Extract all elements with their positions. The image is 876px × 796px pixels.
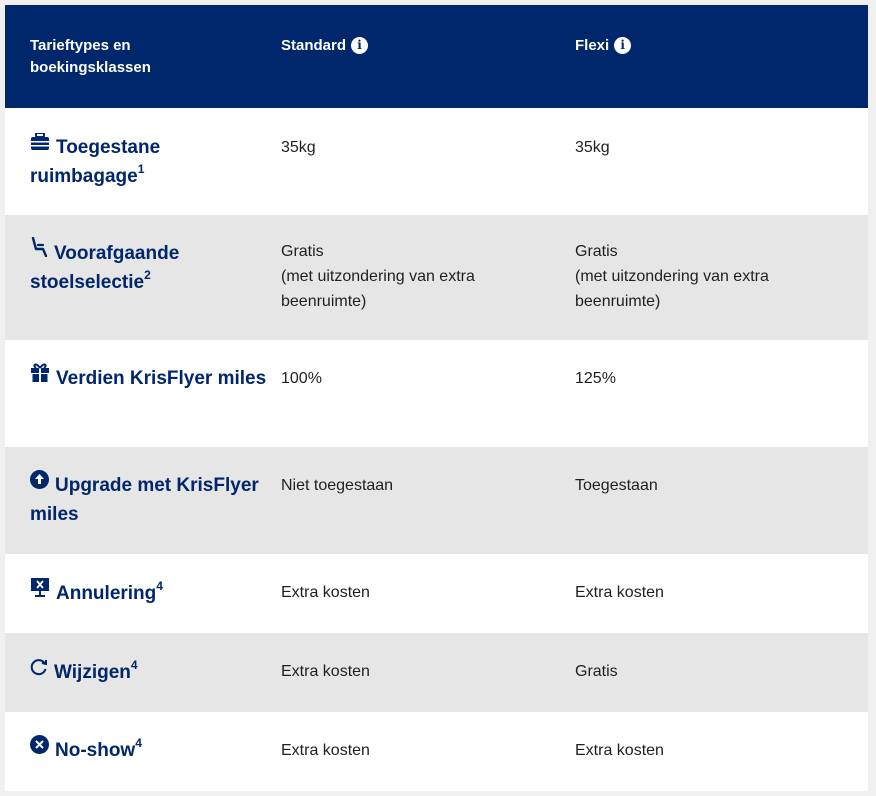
footnote-marker: 2 [144, 268, 151, 283]
standard-value: Gratis (met uitzondering van extra beenruimte) [281, 243, 475, 310]
row-label-text: Upgrade met KrisFlyer miles [30, 475, 259, 526]
table-header [5, 5, 868, 108]
flexi-value: Gratis (met uitzondering van extra beenruimte) [575, 243, 769, 310]
header-standard [281, 5, 575, 54]
flexi-value: 125% [575, 370, 616, 387]
info-icon[interactable]: i [614, 37, 631, 54]
flexi-value: Gratis [575, 663, 618, 680]
row-label-text: Toegestane ruimbagage [30, 137, 161, 188]
cancel-screen-icon [30, 577, 50, 606]
row-label-text: No-show [55, 740, 136, 761]
fare-comparison-table [5, 5, 868, 791]
table-row [5, 633, 868, 712]
upgrade-arrow-icon [30, 469, 49, 498]
footnote-marker: 1 [137, 162, 145, 177]
row-label [5, 633, 281, 712]
row-label [5, 108, 281, 215]
flexi-value: 35kg [575, 139, 610, 156]
row-label [5, 447, 281, 554]
luggage-icon [30, 131, 50, 160]
standard-value: Niet toegestaan [281, 477, 394, 494]
row-label-text: Wijzigen [54, 662, 131, 683]
row-label [5, 215, 281, 340]
header-flexi [575, 5, 868, 54]
header-flexi-label: Flexi [575, 36, 610, 54]
flexi-value: Extra kosten [575, 584, 664, 601]
gift-icon [30, 362, 50, 391]
header-standard-label: Standard [281, 36, 347, 54]
row-label [5, 554, 281, 633]
seat-icon [30, 237, 48, 266]
standard-value: Extra kosten [281, 663, 370, 680]
flexi-value: Extra kosten [575, 742, 664, 759]
table-row [5, 554, 868, 633]
standard-value: 100% [281, 370, 322, 387]
table-row [5, 712, 868, 791]
footnote-marker: 4 [130, 657, 138, 672]
footnote-marker: 4 [156, 578, 163, 593]
info-icon[interactable]: i [351, 37, 368, 54]
refresh-icon [30, 656, 48, 685]
header-fare-types [5, 5, 281, 108]
standard-value: 35kg [281, 139, 316, 156]
standard-value: Extra kosten [281, 742, 370, 759]
table-row [5, 447, 868, 554]
table-row [5, 340, 868, 447]
row-label-text: Voorafgaande stoelselectie [30, 243, 180, 294]
close-circle-icon [30, 734, 49, 763]
footnote-marker: 4 [135, 735, 142, 750]
row-label-text: Verdien KrisFlyer miles [56, 368, 267, 389]
table-row [5, 108, 868, 215]
table-row [5, 215, 868, 340]
standard-value: Extra kosten [281, 584, 370, 601]
row-label [5, 340, 281, 447]
row-label [5, 712, 281, 791]
row-label-text: Annulering [56, 583, 157, 604]
header-fare-types-label: Tarieftypes en boekingsklassen [30, 37, 151, 76]
flexi-value: Toegestaan [575, 477, 658, 494]
